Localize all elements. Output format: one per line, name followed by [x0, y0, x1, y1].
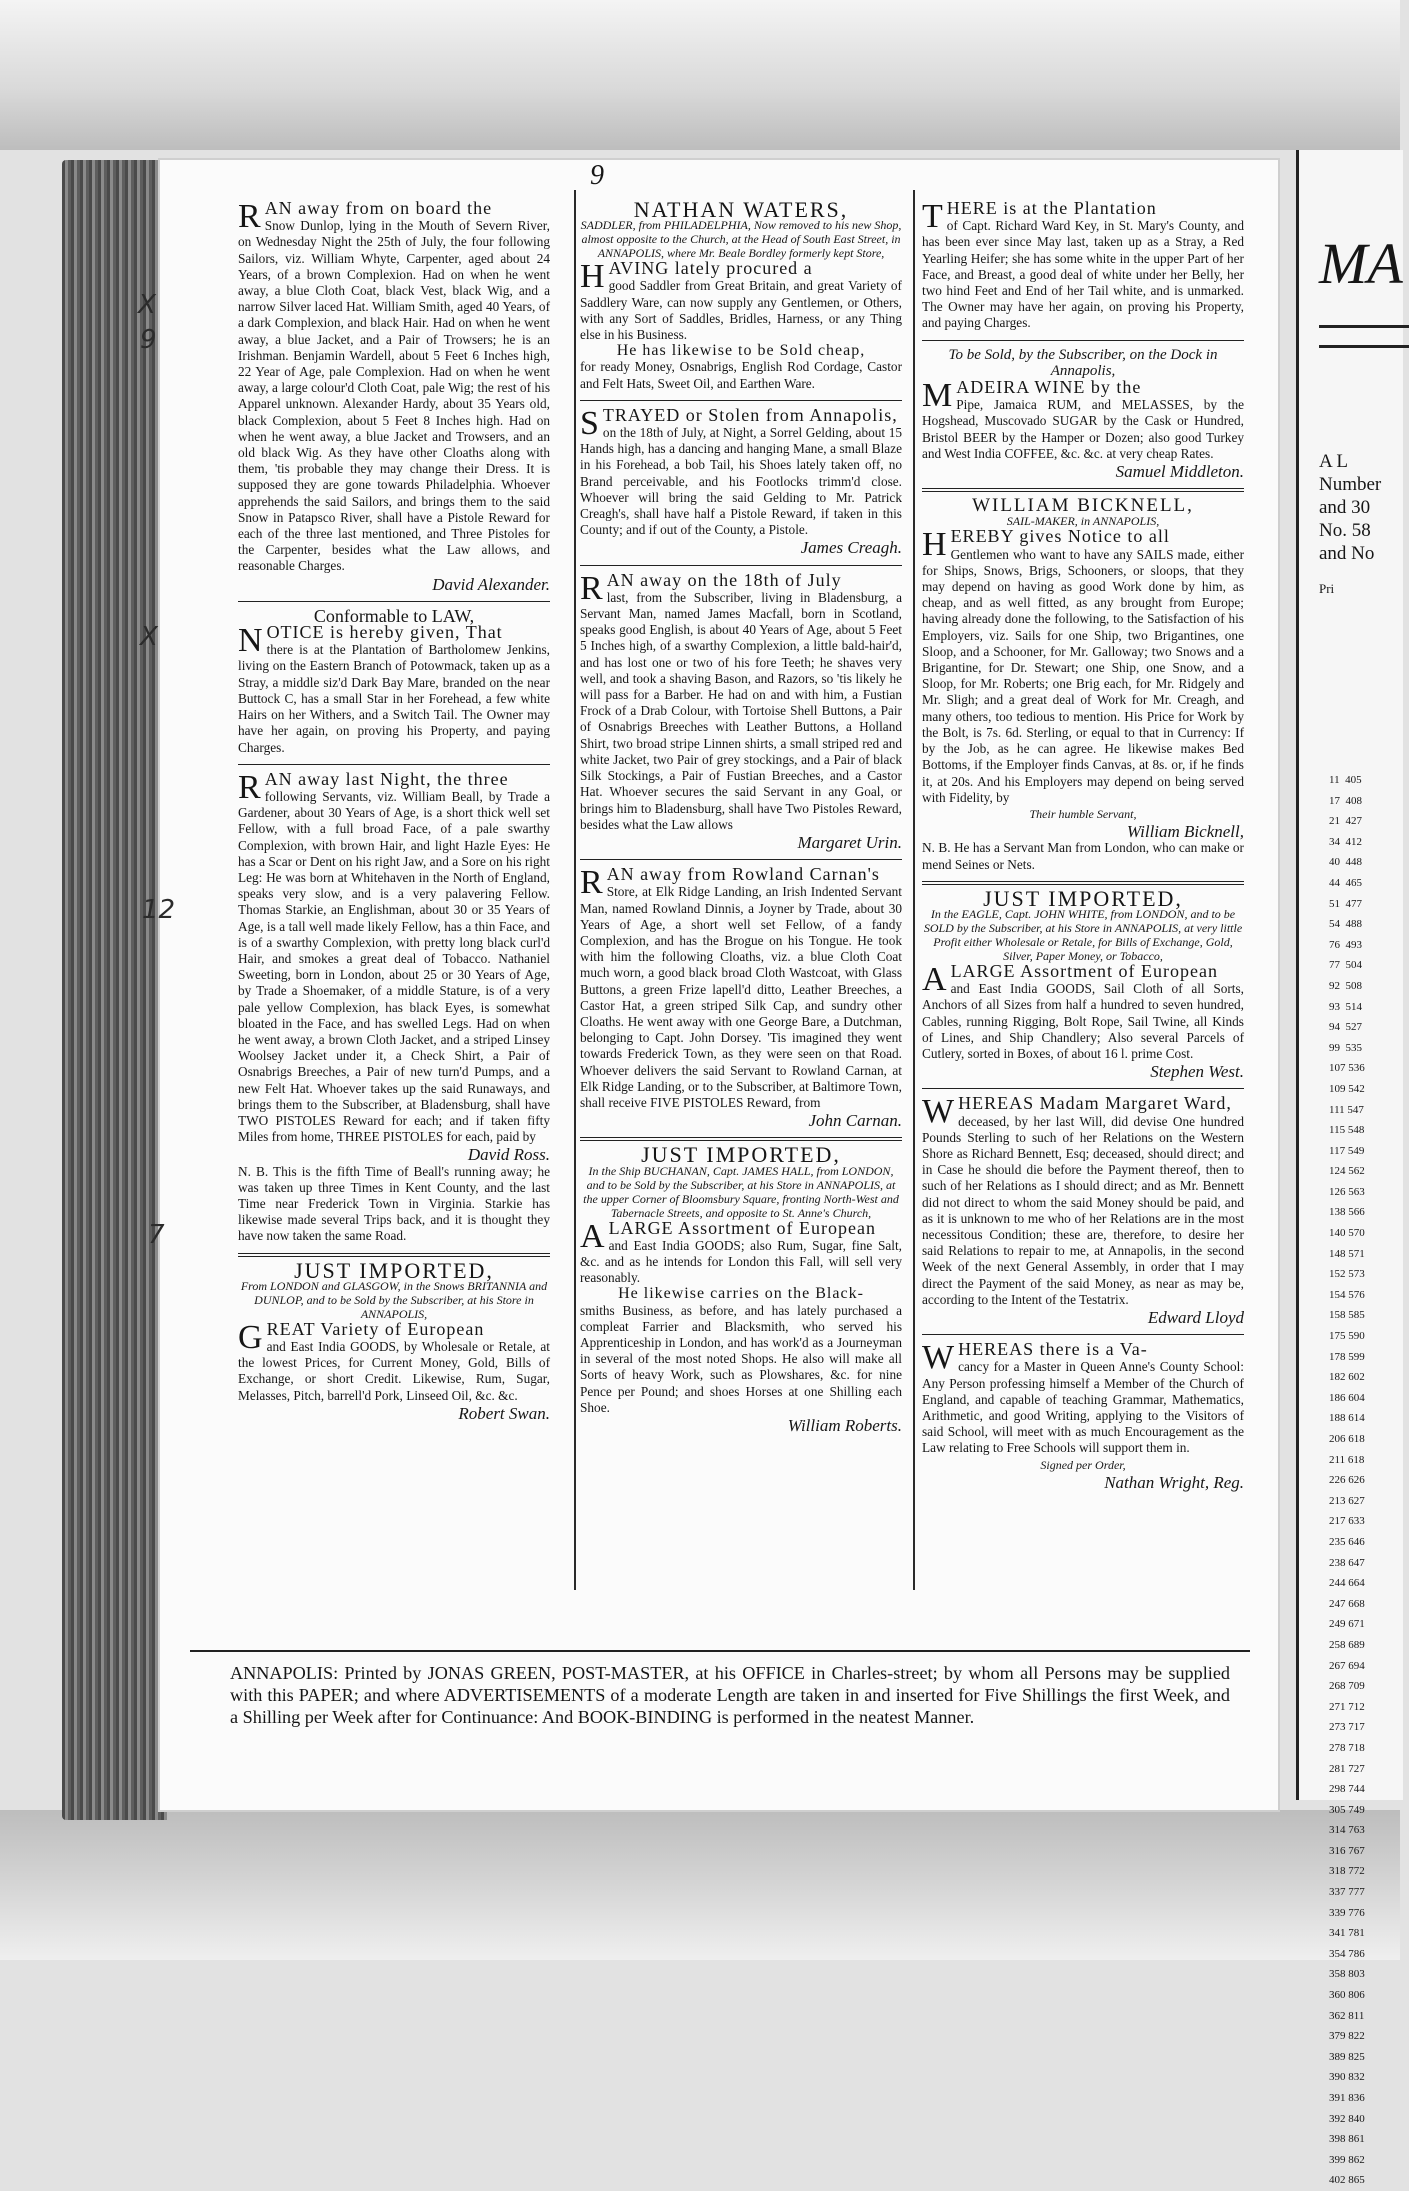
facing-page-text: [1319, 450, 1381, 600]
advert-emphasis: He has likewise to be Sold cheap,: [616, 342, 866, 360]
advert-subheading: In the EAGLE, Capt. JOHN WHITE, from LONDON, and to be SOLD by the Subscriber, at his Store in ANNAPOLIS, at very little Profit either Wholesale or Retale, for Bills of Exchange, Gold, Silver, Paper Money, or Tobacco,: [923, 906, 1243, 963]
advert-body: following Servants, viz. William Beall, by Trade a Gardener, about 30 Years of Age, is a short thick well set Fellow, with a full broad Face, of a pale swarthy Complexion, with brown Hair, and light Hazle Eyes: He has a Scar or Dent on his right Jaw, and a Sore on his right Leg: He was born at Whitehaven in the North of England, speaks very slow, and is a very palavering Fellow. Thomas Starkie, an Englishman, about 30 or 35 Years of Age, is a tall well made likely Fellow, has a thin Face, and is of a swarthy Complexion, with pretty long black curl'd Hair, and smokes a great deal of Tobacco. Nathaniel Sweeting, born in London, about 25 or 30 Years of Age, by Trade a Shoemaker, of a middle Stature, is of a very pale yellow Complexion, has black Eyes, is somewhat bloated in the Face, and has swelled Legs. Had on when he went away, a brown Cloth Jacket, and a striped Linsey Woolsey Jacket under it, a Check Shirt, a Pair of Osnabrigs Breeches, a Pair of new turn'd Pumps, and a new Felt Hat. Whoever takes up the said Runaways, and brings them to the Subscriber, at Bladensburg, shall have TWO PISTOLES Reward for each; and if taken fifty Miles from home, THREE PISTOLES for each, paid by: [238, 788, 550, 1145]
advert-body: Pipe, Jamaica RUM, and MELASSES, by the Hogshead, Muscovado SUGAR by the Cask or Hundred, Bristol BEER by the Hamper or Dozen; also good Turkey and West India COFFEE, &c. &c. at very cheap Rates.: [922, 397, 1244, 461]
advert-opening: EREBY gives Notice to all: [950, 526, 1170, 547]
advert-signature: Stephen West.: [1150, 1062, 1244, 1082]
advert-opening: OTICE is hereby given, That: [266, 622, 503, 643]
column-rule: [913, 190, 915, 1590]
margin-mark: 12: [142, 895, 176, 925]
drop-cap: R: [238, 768, 261, 806]
facing-line: Number: [1319, 474, 1382, 495]
drop-cap: W: [922, 1339, 955, 1377]
advert-divider: [238, 601, 550, 602]
advert-opening: HERE is at the Plantation: [946, 198, 1157, 218]
advert-red-heifer: [922, 200, 1244, 332]
advert-closing: Signed per Order,: [1040, 1457, 1126, 1472]
margin-mark: X: [140, 622, 158, 652]
drop-cap: S: [580, 404, 599, 442]
advert-body: smiths Business, as before, and has lately purchased a compleat Farrier and Blacksmith, who served his Apprenticeship in London, and has work'd as a Journeyman in several of the most noted Shops. He also will make all Sorts of heavy Work, such as Plowshares, &c. for nine Pence per Pound; and shoes Horses at one Shilling each Shoe.: [580, 1302, 902, 1415]
advert-madeira-wine: [922, 347, 1244, 481]
advert-nathan-wright: [922, 1341, 1244, 1491]
column-2: [580, 197, 902, 1435]
advert-signature: James Creagh.: [800, 538, 902, 558]
advert-opening: LARGE Assortment of European: [950, 960, 1219, 981]
facing-line: and 30: [1319, 497, 1371, 518]
drop-cap: T: [922, 198, 943, 235]
column-1: [238, 200, 550, 1422]
advert-signature: William Bicknell,: [1126, 822, 1244, 842]
advert-william-roberts: [580, 1142, 902, 1435]
drop-cap: R: [580, 569, 603, 607]
advert-signature: Nathan Wright, Reg.: [1104, 1472, 1244, 1492]
facing-page-rule: [1319, 325, 1409, 328]
advert-stray-mare: [238, 605, 550, 756]
advert-body: Snow Dunlop, lying in the Mouth of Severn River, on Wednesday Night the 25th of July, the four following Sailors, viz. William Whyte, Carpenter, aged about 24 Years, of a brown Complexion. Had on when he went away, a blue Cloth Coat, black Vest, black Wig, and a narrow Silver laced Hat. William Smith, aged 40 Years, of a dark Complexion, and black Hair. Had on when he went away, a blue Jacket, and a Pair of Trowsers; he is an Irishman. Benjamin Wardell, about 5 Feet 6 Inches high, 22 Year of Age, pale Complexion. Had on when he went away, a large colour'd Cloth Coat, pale Wig; the rest of his Apparel unknown. Alexander Hardy, about 35 Years old, black Complexion, about 5 Feet 8 Inches high. Had on when he went away, a blue Jacket and Trowsers, and an old black Wig. As they have other Cloaths along with them, 'tis probable they may change their Dress. It is supposed they are gone towards Philadelphia. Whoever apprehends the said Sailors, and brings them to the said Snow in Patapsco River, shall have a Pistole Reward for each of the three last mentioned, and Three Pistoles for the Carpenter, besides what the Law allows, and reasonable Charges.: [238, 218, 550, 574]
advert-heading: JUST IMPORTED,: [641, 1142, 841, 1168]
drop-cap: A: [580, 1217, 605, 1255]
advert-subheading: From LONDON and GLASGOW, in the Snows BRITANNIA and DUNLOP, and to be Sold by the Subscriber, at his Store in ANNAPOLIS,: [240, 1278, 548, 1321]
advert-subheading: SAIL-MAKER, in ANNAPOLIS,: [1006, 514, 1160, 529]
margin-mark: X: [138, 290, 156, 320]
advert-edward-lloyd: [922, 1095, 1244, 1326]
footer-rule: [190, 1650, 1250, 1652]
advert-divider: [238, 764, 550, 765]
advert-heading: WILLIAM BICKNELL,: [972, 495, 1194, 517]
advert-body: and East India GOODS; also Rum, Sugar, fine Salt, &c. and as he intends for London this Fall, will sell very reasonably.: [580, 1237, 902, 1286]
advert-body: and East India GOODS, Sail Cloth of all Sorts, Anchors of all Sizes from half a hundred to seven hundred, Cables, running Rigging, Bolt Rope, Sail Twine, all Kinds of Lines, and Ship Chandlery; Also several Parcels of Cutlery, sorted in Boxes, of about 16 l. prime Cost.: [922, 981, 1244, 1061]
column-3: [922, 200, 1244, 1491]
advert-closing: Their humble Servant,: [1029, 806, 1137, 821]
column-rule: [574, 190, 576, 1590]
advert-body: deceased, by her last Will, did devise One hundred Pounds Sterling to such of her Relations on the Western Shore as Richard Bennett, Esq; deceased, should direct; and in Case he should die before the Payment thereof, then to such of her Relations as I should direct; and as Mr. Bennett did not direct to whom the said Money should be paid, and as it is unknown to me who of her Relations are in the most necessitous Condition; these are, therefore, to desire her said Relations to repair to me, at Annapolis, in the second Week of the next General Assembly, in order that I may direct the Payment of the said Money, as near as may be, according to the Intent of the Testatrix.: [922, 1113, 1244, 1307]
advert-heading: Conformable to LAW,: [313, 605, 475, 626]
advert-signature: Robert Swan.: [458, 1403, 550, 1423]
advert-opening: ADEIRA WINE by the: [956, 377, 1142, 398]
drop-cap: N: [238, 622, 263, 660]
drop-cap: G: [238, 1318, 263, 1356]
advert-divider: [580, 1137, 902, 1141]
advert-opening: AN away last Night, the three: [264, 768, 509, 789]
facing-page: [1296, 150, 1403, 2187]
advert-subheading: In the Ship BUCHANAN, Capt. JAMES HALL, from LONDON, and to be Sold by the Subscriber, at his Store in ANNAPOLIS, at the upper Corner of Bloomsbury Square, fronting North-West and Tabernacle Streets, and opposite to St. Anne's Church,: [583, 1163, 899, 1220]
advert-opening: AN away from Rowland Carnan's: [606, 864, 880, 885]
advert-three-servants: [238, 768, 550, 1245]
scan-background-bottom: [0, 1810, 1400, 1960]
advert-heading: JUST IMPORTED,: [294, 1257, 494, 1283]
drop-cap: W: [922, 1093, 955, 1131]
advert-note: N. B. He has a Servant Man from London, who can make or mend Seines or Nets.: [922, 840, 1244, 872]
advert-stephen-west: [922, 885, 1244, 1082]
advert-body: there is at the Plantation of Bartholomew Jenkins, living on the Eastern Branch of Potowmack, taken up as a Stray, a middle siz'd Dark Bay Mare, branded on the near Buttock C, has a small Star in her Forehead, a few white Hairs on her Withers, and a Switch Tail. The Owner may have her again, on proving his Property, and paying Charges.: [238, 642, 550, 755]
advert-body: and East India GOODS, by Wholesale or Retale, at the lowest Prices, for Current Money, Gold, Bills of Exchange, or short Credit. Likewise, Rum, Sugar, Melasses, Pitch, barrell'd Pork, Linseed Oil, &c. &c.: [238, 1339, 550, 1403]
advert-opening: AVING lately procured a: [608, 258, 813, 279]
drop-cap: H: [580, 258, 605, 296]
advert-divider: [580, 565, 902, 566]
advert-subheading: SADDLER, from PHILADELPHIA, Now removed to his new Shop, almost opposite to the Church, at the Head of South East Street, in ANNAPOLIS, where Mr. Beale Bordley formerly kept Store,: [580, 218, 902, 261]
advert-james-macfall: [580, 569, 902, 852]
advert-strayed-gelding: [580, 404, 902, 558]
advert-divider: [922, 1334, 1244, 1335]
advert-divider: [580, 859, 902, 860]
advert-opening: TRAYED or Stolen from Annapolis,: [602, 404, 898, 425]
facing-line: A L: [1319, 451, 1349, 472]
advert-opening: AN away from on board the: [264, 198, 493, 218]
advert-divider: [922, 1088, 1244, 1089]
drop-cap: H: [922, 526, 947, 564]
advert-opening: HEREAS there is a Va-: [958, 1339, 1148, 1360]
drop-cap: A: [922, 960, 947, 998]
advert-heading: To be Sold, by the Subscriber, on the Dock in Annapolis,: [948, 346, 1218, 379]
advert-divider: [580, 400, 902, 401]
advert-opening: REAT Variety of European: [266, 1318, 485, 1339]
advert-divider: [922, 488, 1244, 492]
advert-body: Gentlemen who want to have any SAILS made, either for Ships, Snows, Brigs, Schooners, or sloops, that they may depend on having as good Work done by him, as cheap, and as well fitted, as any brought from Europe; having already done the following, to the Satisfaction of his Employers, viz. Sails for one Ship, two Brigantines, one Sloop, and a Schooner, for Mr. Galloway; two Snows and a Brigantine, for Dr. Stewart; one Ship, one Snow, and a Sloop, for Mr. Roberts; one Brig each, for Mr. Ridgely and Mr. Sligh; and a great deal of Work for Mr. Creagh, and many others, too tedious to mention. His Price for Work by the Bolt, is 7s. 6d. Sterling, or equal to that in Currency: If by the Job, as he can agree. He likewise makes Bed Bottoms, if the Employer finds Canvas, at 8s. or, if he finds it, at 20s. And his Employers may depend on being served with Fidelity, by: [922, 546, 1244, 805]
advert-opening: LARGE Assortment of European: [608, 1217, 877, 1238]
advert-note: N. B. This is the fifth Time of Beall's running away; he was taken up three Times in Kent County, and the last Time near Frederick Town in Virginia. Starkie has likewise made several Trips back, and it is thought they have now taken the same Road.: [238, 1163, 550, 1244]
drop-cap: R: [238, 198, 261, 235]
advert-heading: NATHAN WATERS,: [633, 197, 849, 222]
advert-signature: Edward Lloyd: [1147, 1307, 1244, 1327]
newspaper-page: [138, 160, 1278, 1810]
advert-signature: David Alexander.: [432, 574, 550, 594]
facing-line: No. 58: [1319, 520, 1371, 541]
book-spine: [62, 160, 167, 1820]
advert-body: cancy for a Master in Queen Anne's County School: Any Person professing himself a Member of the Church of England, and capable of teaching Grammar, Mathematics, Arithmetic, and good Writing, applying to the Visitors of said School, will meet with as much Encouragement as the Law relating to Free Schools will support them in.: [922, 1359, 1244, 1456]
advert-body: good Saddler from Great Britain, and great Variety of Saddlery Ware, can now supply any Gentlemen, or Others, with any Sort of Saddles, Bridles, Harness, or any Thing else in his Business.: [580, 278, 902, 343]
advert-body: on the 18th of July, at Night, a Sorrel Gelding, about 15 Hands high, has a dancing and hanging Mane, a small Blaze in his Forehead, a bob Tail, his Shoes lately taken off, no Brand perceivable, and his Footlocks trimm'd close. Whoever will bring the said Gelding to Mr. Patrick Creagh's, shall have half a Pistole Reward, if taken in this County; and if out of the County, a Pistole.: [580, 425, 902, 538]
facing-line: Pri: [1319, 581, 1335, 596]
advert-signature: William Roberts.: [787, 1416, 902, 1435]
facing-page-rule: [1319, 345, 1409, 348]
advert-body: of Capt. Richard Ward Key, in St. Mary's County, and has been ever since May last, taken up as a Stray, a Red Yearling Heifer; she has some white in the upper Part of her Face, and Breast, a good deal of white under her Belly, her two hind Feet and End of her Tail white, and is unmarked. The Owner may have her again, on proving his Property, and paying Charges.: [922, 218, 1244, 331]
margin-mark: 7: [148, 1220, 165, 1250]
advert-nathan-waters: [580, 197, 902, 392]
advert-sailors: [238, 200, 550, 593]
advert-william-bicknell: [922, 495, 1244, 872]
advert-rowland-dinnis: [580, 866, 902, 1129]
scan-background-top: [0, 0, 1400, 150]
advert-heading: JUST IMPORTED,: [983, 885, 1183, 911]
advert-body: for ready Money, Osnabrigs, English Rod Cordage, Castor and Felt Hats, Sweet Oil, and Earthen Ware.: [580, 359, 902, 391]
advert-emphasis: He likewise carries on the Black-: [618, 1285, 864, 1303]
margin-mark: 9: [140, 325, 157, 355]
page-number: 9: [590, 160, 604, 191]
printer-imprint: ANNAPOLIS: Printed by JONAS GREEN, POST-MASTER, at his OFFICE in Charles-street; by whom all Persons may be supplied with this PAPER; and where ADVERTISEMENTS of a moderate Length are taken in and inserted for Five Shillings the first Week, and a Shilling per Week after for Continuance: And BOOK-BINDING is performed in the neatest Manner.: [230, 1663, 1230, 1727]
advert-signature: David Ross.: [467, 1145, 550, 1165]
drop-cap: R: [580, 864, 603, 902]
advert-divider: [238, 1253, 550, 1257]
advert-signature: John Carnan.: [808, 1111, 902, 1131]
drop-cap: M: [922, 377, 953, 415]
facing-page-title: MA: [1319, 231, 1403, 296]
advert-opening: AN away on the 18th of July: [606, 569, 842, 590]
advert-divider: [922, 340, 1244, 341]
advert-signature: Margaret Urin.: [797, 832, 902, 852]
advert-body: last, from the Subscriber, living in Bladensburg, a Servant Man, named James Macfall, born in Scotland, speaks good English, is about 40 Years of Age, about 5 Feet 5 Inches high, of a swarthy Complexion, a little bald-hair'd, and has lost one or two of his fore Teeth; he shaves very well, and took a shaving Bason, and Razors, so 'tis likely he will pass for a Barber. He had on and with him, a Fustian Frock of a Drab Colour, with Tortoise Shell Buttons, a Pair of Osnabrigs Breeches with Leather Buttons, a Holland Shirt, two broad stripe Linnen shirts, a small striped red and white Jacket, two Pair of grey stockings, and a Pair of black Silk Stockings, a Pair of Fustian Breeches, and a Castor Hat. Whoever secures the said Servant in any Goal, or brings him to Bladensburg, shall have Two Pistoles Reward, besides what the Law allows: [580, 589, 902, 832]
advert-body: Store, at Elk Ridge Landing, an Irish Indented Servant Man, named Rowland Dinnis, a Joyner by Trade, about 30 Years of Age, a short well set Fellow, of a fandy Complexion, and has the Brogue on his Tongue. He took with him the following Cloaths, viz. a blue Cloth Coat much worn, a good black broad Cloth Wastcoat, with Glass Buttons, a green Frize lapell'd ditto, Leather Breeches, a Castor Hat, a green striped Silk Cap, and sundry other Cloaths. He went away with one George Bare, a Dutchman, belonging to Capt. John Dorsey. 'Tis imagined they went towards Frederick Town, as they were seen on that Road. Whoever delivers the said Servant to Rowland Carnan, at Elk Ridge Landing, or to the Subscriber, at Baltimore Town, shall receive FIVE PISTOLES Reward, from: [580, 884, 902, 1110]
facing-line: and No: [1319, 543, 1375, 564]
advert-signature: Samuel Middleton.: [1115, 462, 1244, 482]
advert-robert-swan: [238, 1257, 550, 1423]
facing-page-number-list: 11 405 17 408 21 427 34 412 40 448 44 465 51 477 54 488 76 493 77 504 92 508 93 514 94 527 99 535 107 536 109 542 111 547 115 548 117 549 124 562 126 563 138 566 140 570 148 571 152 573 154 576 158 585 175 590 178 599 182 602 186 604 188 614 206 618 211 618 226 626 213 627 217 633 235 646 238 647 244 664 247 668 249 671 258 689 267 694 268 709 271 712 273 717 278 718 281 727 298 744 305 749 314 763 316 767 318 772 337 777 339 776 341 781 354 786 358 803 360 806 362 811 379 822 389 825 390 832 391 836 392 840 398 861 399 862 402 865: [1329, 774, 1365, 2187]
advert-opening: HEREAS Madam Margaret Ward,: [958, 1093, 1232, 1114]
advert-divider: [922, 881, 1244, 885]
